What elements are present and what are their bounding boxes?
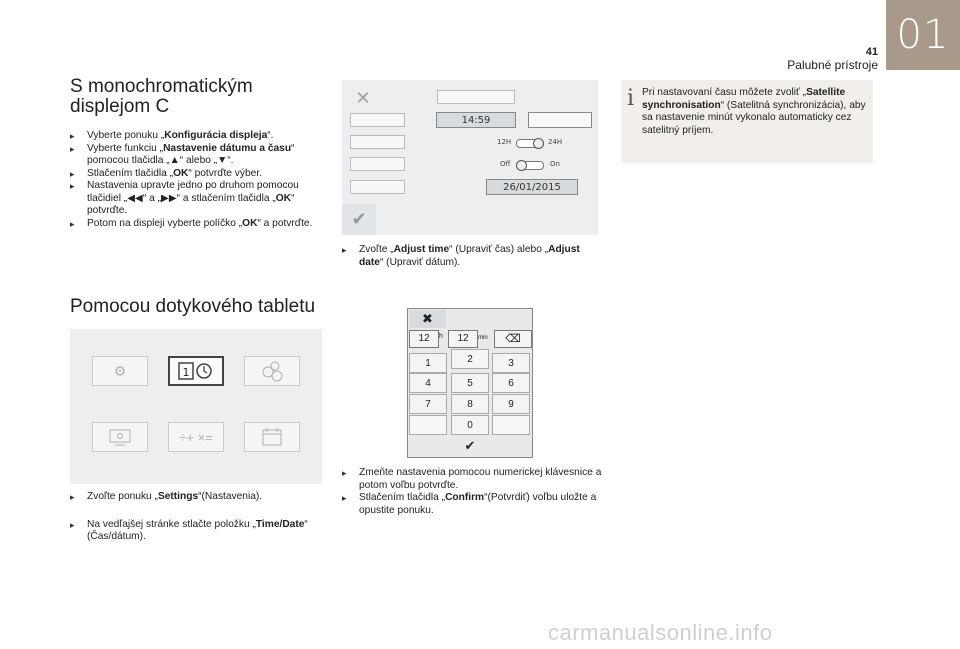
calculator-icon: ÷+ ×=: [168, 422, 224, 452]
list-item: ▸ Nastavenia upravte jedno po druhom pomocou tlačidiel „◀◀“ a „▶▶“ a stlačením tlačidla „OK“ potvrďte.: [70, 180, 325, 218]
key-4: 4: [409, 373, 447, 393]
section-title-line2: displejom C: [70, 96, 170, 117]
brightness-screen-icon: [92, 422, 148, 452]
info-text: Pri nastavovaní času môžete zvoliť „Satellite synchronisation“ (Satelitná synchronizácia), aby sa nastavenie minút vykonalo automaticky cez satelitný príjem.: [642, 87, 866, 136]
list-item: ▸ Potom na displeji vyberte políčko „OK“ a potvrďte.: [70, 218, 325, 231]
calendar-icon: [244, 422, 300, 452]
date-value: 26/01/2015: [486, 179, 578, 195]
key-7: 7: [409, 394, 447, 414]
menu-field: [350, 113, 405, 127]
menu-field: [350, 180, 405, 194]
minutes-field: 12: [448, 330, 478, 348]
menu-field: [350, 157, 405, 171]
time-date-screen-illustration: [342, 80, 598, 235]
keypad-caption: [342, 467, 604, 517]
list-item: ▸ Stlačením tlačidla „OK“ potvrďte výber.: [70, 168, 325, 181]
menu-field: [350, 135, 405, 149]
confirm-check-icon: ✔: [342, 204, 376, 235]
section-title-touchscreen: Pomocou dotykového tabletu: [70, 296, 316, 317]
adjust-field: [528, 112, 592, 128]
key-5: 5: [451, 373, 489, 393]
hours-unit: h: [439, 333, 443, 340]
list-item: ▸ Zmeňte nastavenia pomocou numerickej klávesnice a potom voľbu potvrďte.: [342, 467, 604, 492]
list-item: ▸ Vyberte funkciu „Nastavenie dátumu a času“ pomocou tlačidla „▲“ alebo „▼“.: [70, 143, 325, 168]
chapter-title: Palubné prístroje: [787, 58, 878, 72]
sync-toggle: [516, 161, 544, 170]
time-date-caption: [342, 244, 604, 269]
key-1: 1: [409, 353, 447, 373]
numeric-keypad-illustration: [407, 308, 533, 458]
svg-text:1: 1: [182, 366, 190, 379]
close-icon: ✕: [355, 88, 371, 108]
info-icon: i: [627, 86, 635, 111]
section-title-line1: S monochromatickým: [70, 76, 253, 97]
sync-on-label: On: [550, 160, 560, 168]
hours-field: 12: [409, 330, 439, 348]
close-icon: ✖: [409, 310, 446, 328]
time-value: 14:59: [436, 112, 516, 128]
confirm-check-icon: ✔: [464, 438, 476, 453]
chapter-tab: 01: [886, 0, 960, 70]
list-item: ▸ Zvoľte „Adjust time“ (Upraviť čas) alebo „Adjust date“ (Upraviť dátum).: [342, 244, 604, 269]
watermark: carmanualsonline.info: [548, 620, 773, 645]
profiles-icon: [244, 356, 300, 386]
format-12-label: 12H: [497, 138, 512, 146]
page-number: 41: [865, 46, 878, 58]
key-8: 8: [451, 394, 489, 414]
key-blank: [492, 415, 530, 435]
minutes-unit: min: [478, 335, 488, 341]
section-title-monochrome: [70, 77, 253, 117]
touchscreen-steps-list: [70, 491, 325, 544]
key-9: 9: [492, 394, 530, 414]
time-date-icon: [168, 356, 224, 386]
format-24-label: 24H: [548, 138, 563, 146]
list-item: ▸ Vyberte ponuku „Konfigurácia displeja“.: [70, 130, 325, 143]
key-6: 6: [492, 373, 530, 393]
backspace-icon: ⌫: [494, 330, 532, 348]
format-toggle: [516, 139, 544, 148]
key-3: 3: [492, 353, 530, 373]
settings-screen-illustration: [70, 329, 322, 484]
key-0: 0: [451, 415, 489, 435]
list-item: ▸ Stlačením tlačidla „Confirm“(Potvrdiť) voľbu uložte a opustite ponuku.: [342, 492, 604, 517]
list-item: ▸ Zvoľte ponuku „Settings“(Nastavenia).: [70, 491, 325, 504]
top-field: [437, 90, 515, 104]
monochrome-steps-list: [70, 130, 325, 230]
list-item: ▸ Na vedľajšej stránke stlačte položku „Time/Date“ (Čas/dátum).: [70, 519, 325, 544]
sync-off-label: Off: [500, 160, 511, 168]
key-2: 2: [451, 349, 489, 369]
key-blank: [409, 415, 447, 435]
settings-gear-icon: ⚙: [92, 356, 148, 386]
